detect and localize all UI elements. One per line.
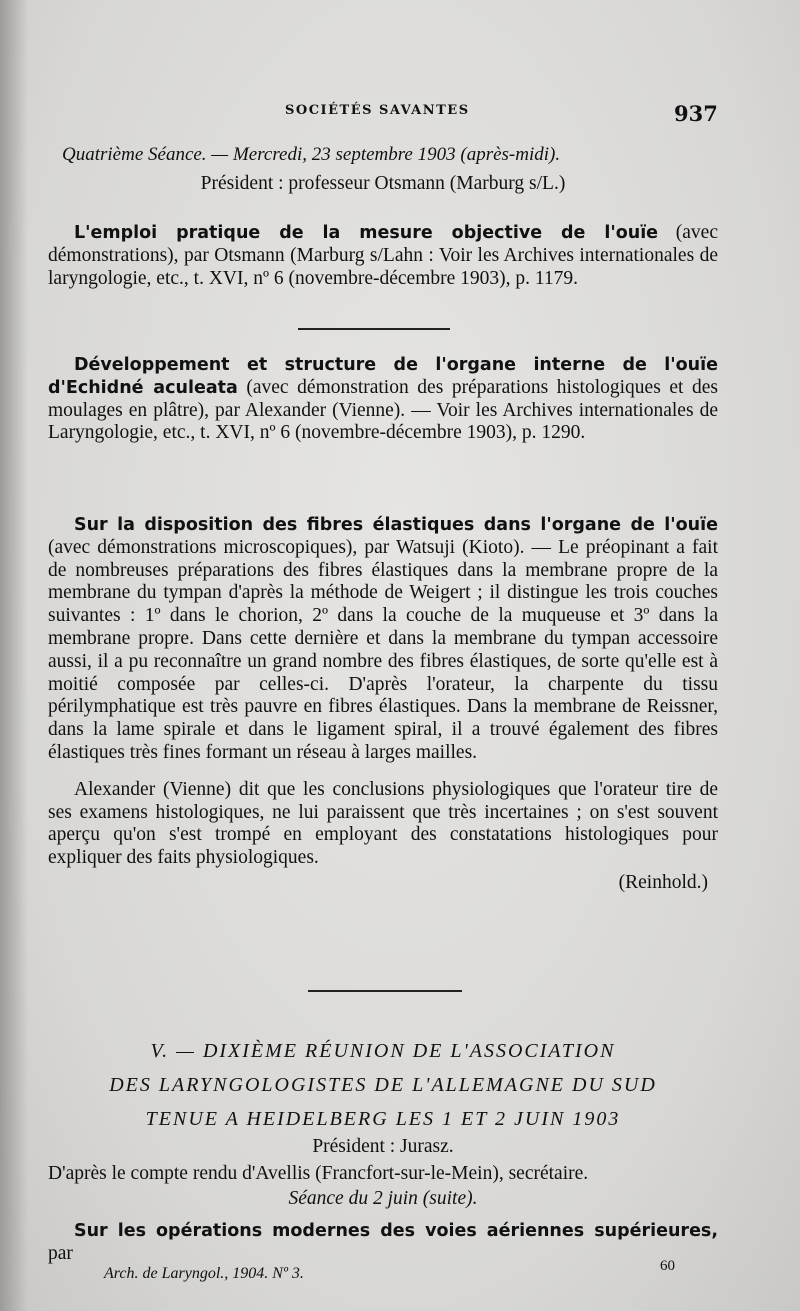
- paper-3-signature: (Reinhold.): [618, 871, 708, 893]
- section-5-line-3: TENUE A HEIDELBERG LES 1 ET 2 JUIN 1903: [145, 1108, 621, 1130]
- page-gutter-shadow: [0, 0, 28, 1311]
- running-head: SOCIÉTÉS SAVANTES: [285, 103, 470, 118]
- section-divider-2: [308, 990, 462, 992]
- session-president: Président : professeur Otsmann (Marburg s/L.): [200, 172, 566, 194]
- section-5-line-1: V. — DIXIÈME RÉUNION DE L'ASSOCIATION: [150, 1040, 616, 1062]
- session-block: [48, 144, 718, 196]
- section-5-next-paper: [48, 1220, 718, 1266]
- paper-1: [48, 222, 718, 290]
- section-5-president: Président : Jurasz.: [312, 1136, 454, 1157]
- section-5-next-par: par: [48, 1243, 73, 1265]
- paper-2-title: Développement et structure de l'organe interne de l'ouïe d'Echidné aculeata: [48, 355, 718, 398]
- section-divider: [298, 328, 450, 330]
- page-header: [0, 101, 800, 131]
- paper-1-paragraph: [48, 222, 718, 290]
- paper-1-title: L'emploi pratique de la mesure objective de l'ouïe: [74, 223, 659, 243]
- paper-1-body: (avec démonstrations), par Otsmann (Marburg s/Lahn : Voir les Archives internationales de laryngologie, etc., t. XVI, nº 6 (novembre-décembre 1903), p. 1179.: [48, 222, 718, 289]
- page-number: 937: [674, 101, 718, 126]
- journal-footer: Arch. de Laryngol., 1904. Nº 3.: [104, 1265, 304, 1282]
- paper-3: [48, 514, 718, 895]
- paper-2-paragraph: [48, 354, 718, 445]
- section-5: [48, 1034, 718, 1266]
- signature-mark: 60: [660, 1258, 675, 1274]
- paper-2: [48, 354, 718, 445]
- section-5-report: D'après le compte rendu d'Avellis (Francfort-sur-le-Mein), secrétaire.: [48, 1162, 589, 1184]
- paper-3-paragraph: [48, 514, 718, 765]
- section-5-next-title: Sur les opérations modernes des voies aériennes supérieures,: [74, 1221, 718, 1242]
- paper-3-body: (avec démonstrations microscopiques), par Watsuji (Kioto). — Le préopinant a fait de nombreuses préparations des fibres élastiques dans la membrane propre de la membrane du tympan d'après la méthode de Weigert ; il distingue les trois couches suivantes : 1º dans le chorion, 2º dans la couche de la muqueuse et 3º dans la membrane propre. Dans cette dernière et dans la membrane du tympan accessoire aussi, il a pu reconnaître un grand nombre des fibres élastiques, de sorte qu'elle est à moitié composée par celles-ci. D'après l'orateur, la charpente du tissu périlymphatique est très pauvre en fibres élastiques. Dans la membrane de Reissner, dans la lame spirale et dans le ligament spiral, il a trouvé également des fibres élastiques très fines formant un réseau à larges mailles.: [48, 536, 718, 763]
- section-5-seance: Séance du 2 juin (suite).: [288, 1187, 478, 1209]
- paper-3-title: Sur la disposition des fibres élastiques dans l'organe de l'ouïe: [74, 515, 718, 535]
- paper-2-body: (avec démonstration des préparations histologiques et des moulages en plâtre), par Alexander (Vienne). — Voir les Archives internationales de Laryngologie, etc., t. XVI, nº 6 (novembre-décembre 1903), p. 1290.: [48, 376, 719, 444]
- paper-3-discussion: Alexander (Vienne) dit que les conclusions physiologiques que l'orateur tire de ses examens histologiques, ne lui paraissent que très incertaines ; on s'est souvent aperçu qu'on s'est trompé en employant des constatations histologiques pour expliquer des faits physiologiques.: [48, 778, 718, 869]
- session-title: Quatrième Séance. — Mercredi, 23 septembre 1903 (après-midi).: [62, 144, 561, 165]
- section-5-line-2: DES LARYNGOLOGISTES DE L'ALLEMAGNE DU SUD: [109, 1074, 657, 1096]
